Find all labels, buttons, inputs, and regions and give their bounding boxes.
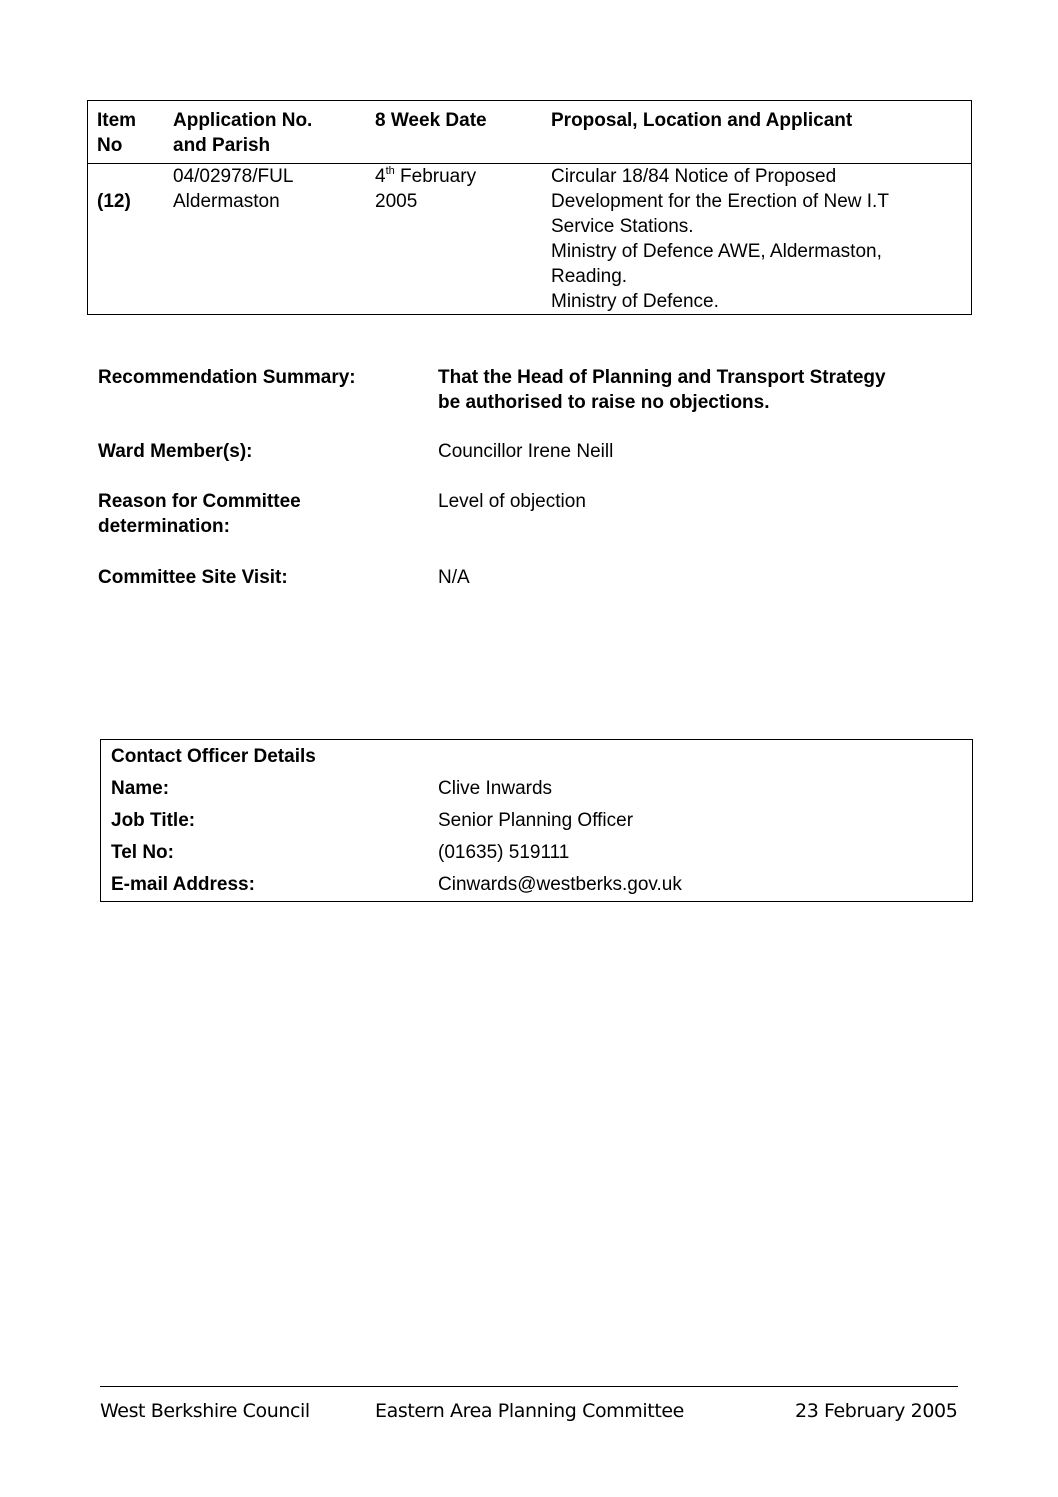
ward-label: Ward Member(s): — [98, 441, 253, 462]
recommendation-label: Recommendation Summary: — [98, 367, 356, 388]
contact-tel-value: (01635) 519111 — [438, 842, 570, 863]
contact-heading: Contact Officer Details — [111, 746, 316, 767]
site-visit-value: N/A — [438, 567, 470, 588]
header-proposal: Proposal, Location and Applicant — [551, 110, 853, 131]
contact-tel-label: Tel No: — [111, 842, 174, 863]
contact-email-value: Cinwards@westberks.gov.uk — [438, 874, 682, 895]
footer-council: West Berkshire Council — [100, 1400, 310, 1422]
row-proposal: Circular 18/84 Notice of Proposed Development for the Erection of New I.T Service Stations. Ministry of Defence AWE, Aldermaston, Reading. Ministry of Defence. — [551, 166, 889, 312]
site-visit-label: Committee Site Visit: — [98, 567, 288, 588]
row-application-no: 04/02978/FUL — [173, 166, 294, 187]
header-item-no: Item No — [97, 110, 137, 156]
ward-value: Councillor Irene Neill — [438, 441, 614, 462]
contact-job-label: Job Title: — [111, 810, 196, 831]
reason-value: Level of objection — [438, 491, 586, 512]
row-parish: Aldermaston — [173, 191, 280, 212]
header-week-date: 8 Week Date — [375, 110, 487, 131]
reason-label: Reason for Committee determination: — [98, 491, 301, 537]
contact-name-value: Clive Inwards — [438, 778, 553, 799]
row-item-number: (12) — [97, 191, 131, 212]
contact-email-label: E-mail Address: — [111, 874, 255, 895]
contact-name-label: Name: — [111, 778, 170, 799]
footer-divider — [100, 1386, 958, 1387]
recommendation-value: That the Head of Planning and Transport Strategy be authorised to raise no objections. — [438, 367, 886, 413]
header-application: Application No. and Parish — [173, 110, 313, 156]
row-date-year: 2005 — [375, 191, 418, 212]
footer-committee: Eastern Area Planning Committee — [375, 1400, 684, 1422]
row-eight-week-date: 4th February — [375, 165, 477, 187]
footer-date: 23 February 2005 — [795, 1400, 958, 1422]
contact-job-value: Senior Planning Officer — [438, 810, 634, 831]
